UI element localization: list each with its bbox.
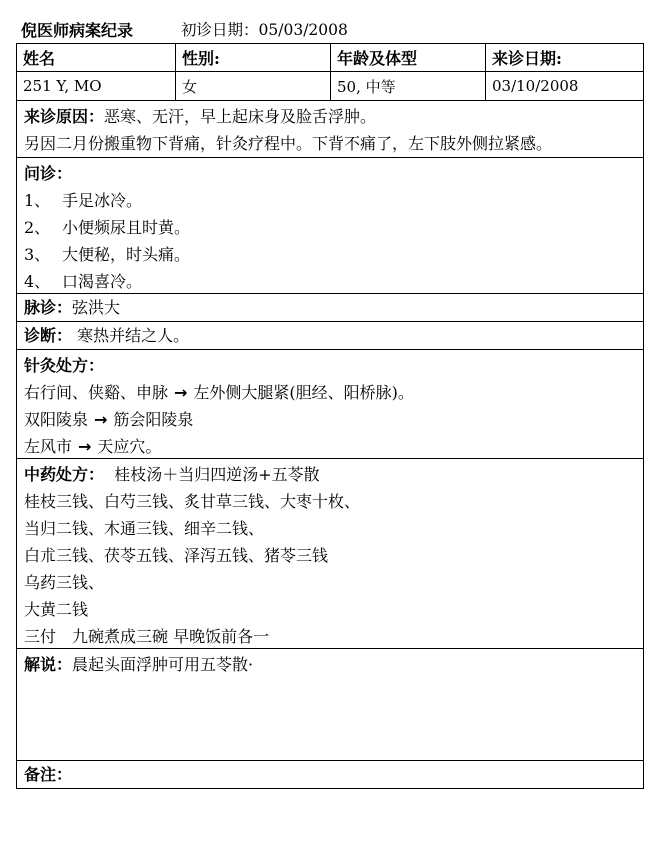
- acupuncture-section: [17, 350, 643, 459]
- herbal-line: 桂枝三钱、白芍三钱、炙甘草三钱、大枣十枚、: [24, 492, 361, 511]
- herbal-label: 中药处方：: [24, 465, 105, 484]
- inquiry-item: 2、 小便频尿且时黄。: [24, 218, 191, 237]
- arrow-right-icon: →: [174, 383, 188, 402]
- remarks-label: 备注：: [24, 765, 73, 784]
- diagnosis-text: 寒热并结之人。: [77, 326, 190, 345]
- arrow-right-icon: →: [94, 410, 108, 429]
- acupuncture-line: 右行间、侠谿、申脉 → 左外侧大腿紧(胆经、阳桥脉)。: [24, 383, 414, 402]
- age-build-header: 年龄及体型: [331, 44, 486, 71]
- herbal-line: 白朮三钱、茯苓五钱、泽泻五钱、猪苓三钱: [24, 546, 329, 565]
- complaint-detail: 另因二月份搬重物下背痛，针灸疗程中。下背不痛了，左下肢外侧拉紧感。: [24, 134, 553, 153]
- herbal-line: 乌药三钱、: [24, 573, 105, 592]
- explanation-section: [17, 649, 643, 761]
- info-header-row: [17, 44, 643, 72]
- complaint-section: [17, 101, 643, 158]
- title-row: [21, 14, 348, 44]
- herbal-line: 大黄二钱: [24, 600, 89, 619]
- inquiry-section: [17, 158, 643, 294]
- pulse-section: [17, 294, 643, 322]
- herbal-line: 当归二钱、木通三钱、细辛二钱、: [24, 519, 265, 538]
- complaint-label: 来诊原因：: [24, 107, 105, 126]
- herbal-section: [17, 459, 643, 649]
- name-header: 姓名: [17, 44, 176, 71]
- first-visit-value: 05/03/2008: [258, 21, 348, 39]
- gender-header: 性别:: [176, 44, 331, 71]
- inquiry-label: 问诊：: [24, 164, 73, 183]
- herbal-line: 三付 九碗煮成三碗 早晚饭前各一: [24, 627, 270, 646]
- inquiry-item: 4、 口渴喜冷。: [24, 272, 143, 291]
- acupuncture-line: 双阳陵泉 → 筋会阳陵泉: [24, 410, 194, 429]
- arrow-right-icon: →: [78, 437, 92, 456]
- age-build-value: 50, 中等: [331, 72, 486, 100]
- pulse-label: 脉诊：: [24, 298, 73, 317]
- info-value-row: [17, 72, 643, 101]
- pulse-text: 弦洪大: [72, 298, 121, 317]
- acupuncture-line: 左风市 → 天应穴。: [24, 437, 162, 456]
- case-record-sheet: [16, 43, 644, 789]
- explanation-label: 解说：: [24, 655, 73, 674]
- visit-date-value: 03/10/2008: [492, 77, 579, 95]
- acupuncture-label: 针灸处方：: [24, 356, 105, 375]
- remarks-section: [17, 761, 643, 788]
- gender-value: 女: [176, 72, 331, 100]
- first-visit-date: [181, 18, 348, 40]
- visit-date-header: 来诊日期:: [492, 49, 562, 68]
- explanation-text: 晨起头面浮肿可用五苓散·: [72, 655, 254, 674]
- name-value: 251 Y, MO: [17, 72, 176, 100]
- diagnosis-label: 诊断：: [24, 326, 73, 345]
- inquiry-item: 1、 手足冰冷。: [24, 191, 143, 210]
- complaint-text: 恶寒、无汗，早上起床身及脸舌浮肿。: [104, 107, 377, 126]
- herbal-formula: 桂枝汤＋当归四逆汤+五苓散: [114, 465, 320, 484]
- inquiry-item: 3、 大便秘，时头痛。: [24, 245, 191, 264]
- diagnosis-section: [17, 322, 643, 350]
- first-visit-label: 初诊日期：: [181, 21, 259, 39]
- document-title: 倪医师病案纪录: [21, 20, 134, 40]
